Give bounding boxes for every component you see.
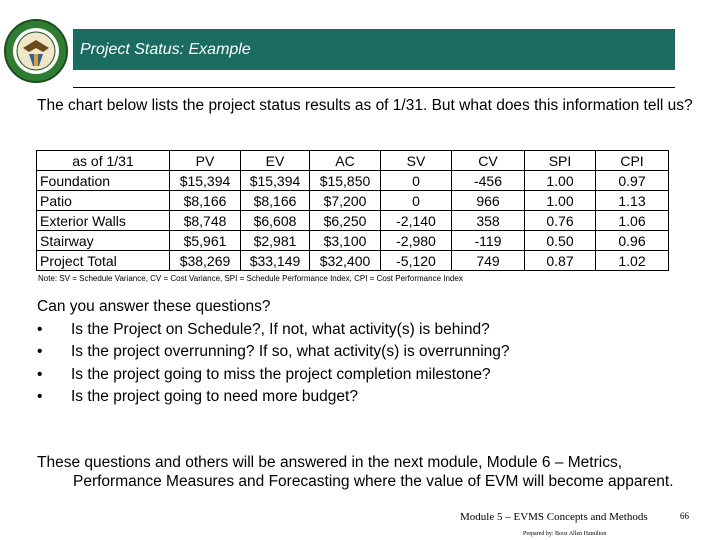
row-label: Stairway	[37, 231, 170, 251]
col-header-pv: PV	[170, 151, 241, 171]
cell-cv: -456	[452, 171, 525, 191]
cell-cv: 358	[452, 211, 525, 231]
row-label: Foundation	[37, 171, 170, 191]
question-item	[37, 341, 510, 364]
bullet: •	[37, 388, 43, 405]
cell-spi: 0.76	[525, 211, 596, 231]
slide-title-bar	[73, 29, 675, 70]
cell-ac: $32,400	[310, 251, 381, 271]
cell-ev: $6,608	[241, 211, 310, 231]
cell-sv: -2,140	[381, 211, 452, 231]
table-row	[37, 191, 669, 211]
cell-ac: $3,100	[310, 231, 381, 251]
page-number: 66	[680, 511, 689, 521]
footer-module-title: Module 5 – EVMS Concepts and Methods	[460, 511, 648, 523]
cell-spi: 0.87	[525, 251, 596, 271]
cell-cpi: 0.97	[596, 171, 669, 191]
cell-spi: 1.00	[525, 171, 596, 191]
col-header-sv: SV	[381, 151, 452, 171]
col-header-date: as of 1/31	[37, 151, 170, 171]
department-seal-icon	[3, 18, 69, 84]
table-total-row	[37, 251, 669, 271]
cell-ac: $6,250	[310, 211, 381, 231]
cell-cpi: 1.13	[596, 191, 669, 211]
cell-cv: 749	[452, 251, 525, 271]
cell-pv: $8,748	[170, 211, 241, 231]
row-label: Exterior Walls	[37, 211, 170, 231]
table-header-row	[37, 151, 669, 171]
cell-spi: 1.00	[525, 191, 596, 211]
cell-cv: 966	[452, 191, 525, 211]
closing-text: These questions and others will be answered in the next module, Module 6 – Metrics, Performance Measures and Forecasting where the value of EVM will become apparent.	[37, 454, 674, 490]
slide-title: Project Status: Example	[80, 41, 251, 58]
cell-pv: $8,166	[170, 191, 241, 211]
bullet: •	[37, 365, 43, 383]
question-item	[37, 319, 510, 342]
cell-sv: 0	[381, 171, 452, 191]
intro-text: The chart below lists the project status results as of 1/31. But what does this information tell us?	[37, 97, 693, 114]
cell-cpi: 0.96	[596, 231, 669, 251]
cell-pv: $15,394	[170, 171, 241, 191]
question-text: Is the Project on Schedule?, If not, what activity(s) is behind?	[71, 320, 490, 338]
row-label: Project Total	[37, 251, 170, 271]
bullet: •	[37, 343, 43, 360]
question-text: Is the project going to miss the project completion milestone?	[71, 365, 491, 383]
table-note: Note: SV = Schedule Variance, CV = Cost Variance, SPI = Schedule Performance Index, CPI = Cost Performance Index	[38, 274, 463, 283]
title-divider	[73, 87, 675, 88]
question-item	[37, 386, 510, 409]
table-row	[37, 171, 669, 191]
cell-ev: $8,166	[241, 191, 310, 211]
col-header-ev: EV	[241, 151, 310, 171]
cell-pv: $5,961	[170, 231, 241, 251]
cell-ev: $15,394	[241, 171, 310, 191]
project-status-table	[36, 150, 669, 271]
cell-cpi: 1.02	[596, 251, 669, 271]
col-header-ac: AC	[310, 151, 381, 171]
cell-sv: 0	[381, 191, 452, 211]
questions-section	[37, 296, 510, 409]
table-row	[37, 211, 669, 231]
question-text: Is the project going to need more budget?	[71, 388, 358, 405]
footer-prepared-by: Prepared by: Booz Allen Hamilton	[523, 531, 607, 537]
cell-spi: 0.50	[525, 231, 596, 251]
question-item	[37, 364, 510, 387]
table-row	[37, 231, 669, 251]
cell-ac: $7,200	[310, 191, 381, 211]
bullet: •	[37, 320, 43, 338]
cell-ac: $15,850	[310, 171, 381, 191]
col-header-cpi: CPI	[596, 151, 669, 171]
cell-cv: -119	[452, 231, 525, 251]
col-header-cv: CV	[452, 151, 525, 171]
cell-cpi: 1.06	[596, 211, 669, 231]
cell-sv: -5,120	[381, 251, 452, 271]
questions-heading: Can you answer these questions?	[37, 298, 271, 315]
question-text: Is the project overrunning? If so, what activity(s) is overrunning?	[71, 343, 510, 360]
cell-pv: $38,269	[170, 251, 241, 271]
cell-ev: $33,149	[241, 251, 310, 271]
cell-sv: -2,980	[381, 231, 452, 251]
row-label: Patio	[37, 191, 170, 211]
cell-ev: $2,981	[241, 231, 310, 251]
col-header-spi: SPI	[525, 151, 596, 171]
